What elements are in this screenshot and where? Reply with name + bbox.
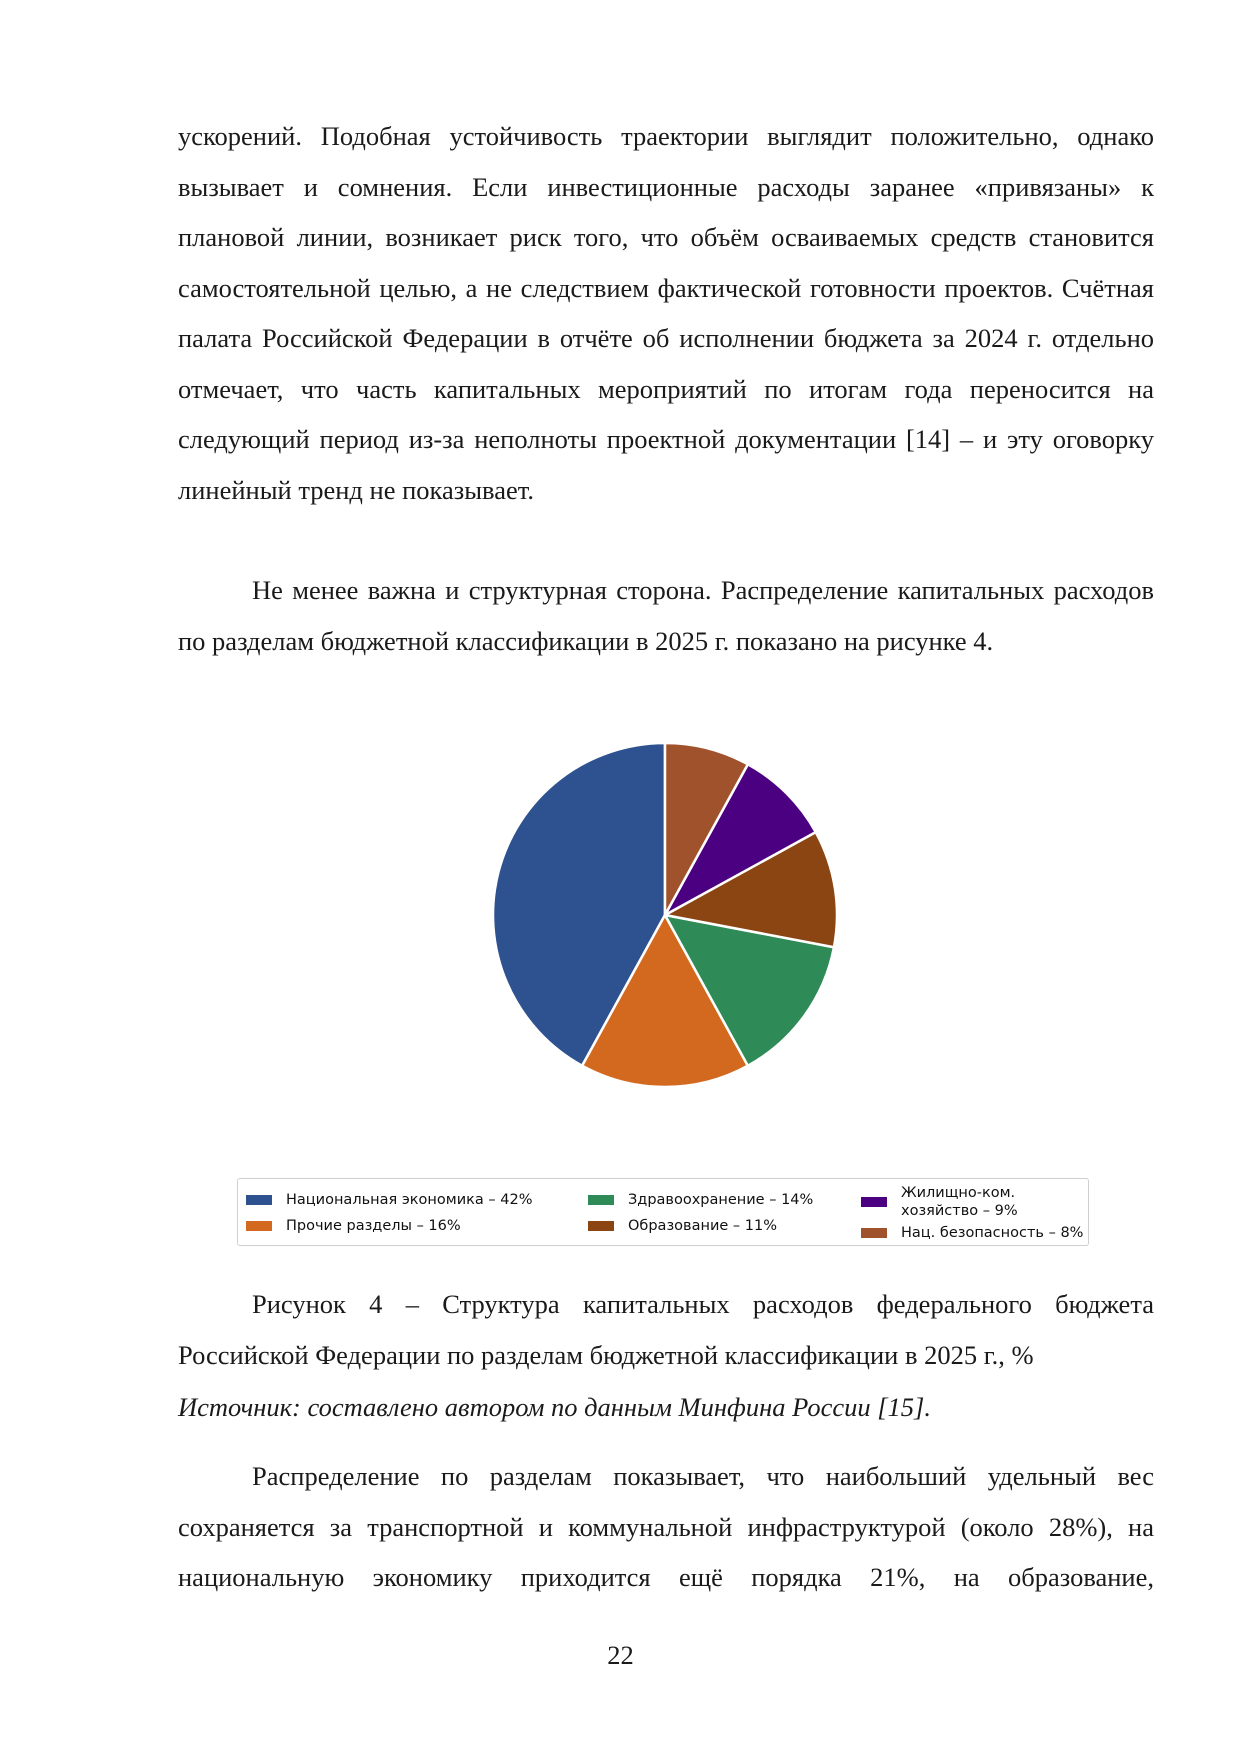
- legend-item-4: [861, 1184, 1061, 1220]
- paragraph-1-text: ускорений. Подобная устойчивость траектории выглядит положительно, однако вызывает и сомнения. Если инвестиционные расходы заранее «привязаны» к плановой линии, возникает риск того, что объём осваиваемых средств становится самостоятельной целью, а не следствием фактической готовности проектов. Счётная палата Российской Федерации в отчёте об исполнении бюджета за 2024 г. отдельно отмечает, что часть капитальных мероприятий по итогам года переносится на следующий период из-за неполноты проектной документации [14] – и эту оговорку линейный тренд не показывает.: [178, 121, 1154, 505]
- pie-chart: [490, 740, 840, 1090]
- paragraph-2: [178, 565, 1154, 666]
- legend-label-2: Здравоохранение – 14%: [628, 1192, 814, 1208]
- legend-swatch-5: [861, 1228, 887, 1238]
- paragraph-1: [178, 111, 1154, 515]
- legend-swatch-0: [246, 1195, 272, 1205]
- legend-label-0: Национальная экономика – 42%: [286, 1192, 533, 1208]
- figure-caption: [178, 1279, 1154, 1380]
- legend-item-3: [588, 1217, 777, 1235]
- legend-label-5: Нац. безопасность – 8%: [901, 1225, 1084, 1241]
- paragraph-3: [178, 1451, 1154, 1603]
- legend-item-1: [246, 1217, 461, 1235]
- figure-caption-text: Рисунок 4 – Структура капитальных расходов федерального бюджета Российской Федерации по разделам бюджетной классификации в 2025 г., %: [178, 1289, 1154, 1370]
- legend-item-5: [861, 1224, 1083, 1242]
- legend-label-3: Образование – 11%: [628, 1218, 777, 1234]
- figure-source: [178, 1387, 1154, 1427]
- legend-swatch-4: [861, 1197, 887, 1207]
- pie-chart-svg: [490, 740, 840, 1090]
- legend-item-2: [588, 1191, 813, 1209]
- legend-swatch-1: [246, 1221, 272, 1231]
- paragraph-3-text: Распределение по разделам показывает, что наибольший удельный вес сохраняется за транспортной и коммунальной инфраструктурой (около 28%), на национальную экономику приходится ещё порядка 21%, на образование,: [178, 1461, 1154, 1592]
- legend-item-0: [246, 1191, 532, 1209]
- paragraph-2-text: Не менее важна и структурная сторона. Распределение капитальных расходов по разделам бюджетной классификации в 2025 г. показано на рисунке 4.: [178, 575, 1154, 656]
- chart-legend: [237, 1178, 1089, 1246]
- page-number: 22: [607, 1640, 634, 1670]
- legend-label-4: Жилищно-ком. хозяйство – 9%: [901, 1185, 1018, 1219]
- legend-swatch-2: [588, 1195, 614, 1205]
- figure-source-text: Источник: составлено автором по данным Минфина России [15].: [178, 1392, 931, 1422]
- legend-swatch-3: [588, 1221, 614, 1231]
- legend-label-1: Прочие разделы – 16%: [286, 1218, 461, 1234]
